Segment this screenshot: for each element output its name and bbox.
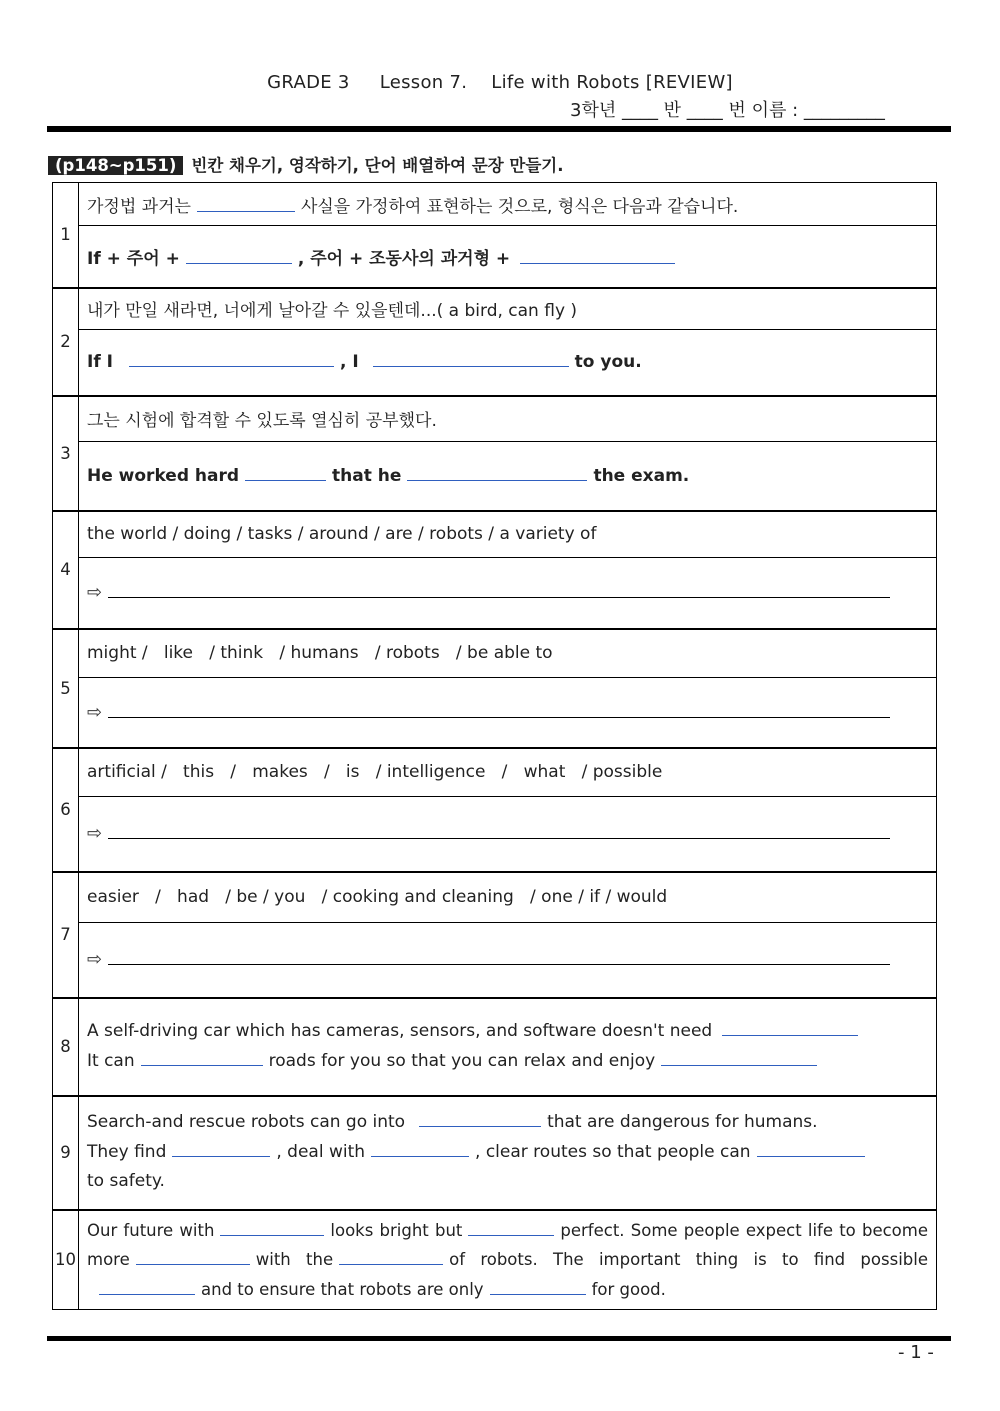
answer-text: He worked hard [87, 465, 240, 486]
question-number: 2 [53, 288, 79, 396]
lesson-label: Lesson 7. [379, 72, 468, 93]
grade-label: GRADE 3 [267, 72, 350, 93]
answer-row [79, 330, 937, 396]
blank-field[interactable] [490, 1280, 586, 1295]
answer-text: If I [87, 352, 113, 373]
answer-text: that he [332, 465, 402, 486]
question-prompt: 그는 시험에 합격할 수 있도록 열심히 공부했다. [79, 396, 937, 442]
answer-text: , 주어 + 조동사의 과거형 + [297, 248, 511, 269]
answer-row [79, 558, 937, 629]
question-paragraph [79, 1096, 937, 1210]
paragraph-text: Our future with [87, 1220, 215, 1240]
blank-field[interactable] [468, 1221, 554, 1236]
question-paragraph [79, 998, 937, 1096]
answer-text: If + 주어 + [87, 248, 180, 269]
word-bank: the world / doing / tasks / around / are / robots / a variety of [79, 511, 937, 558]
prompt-text: 가정법 과거는 [87, 196, 191, 217]
question-number: 3 [53, 396, 79, 511]
question-number: 4 [53, 511, 79, 629]
blank-field[interactable] [245, 466, 326, 481]
question-prompt [79, 183, 937, 226]
blank-field[interactable] [186, 249, 292, 264]
section-heading [48, 152, 563, 176]
answer-text: to you. [574, 352, 642, 373]
paragraph-text: roads for you so that you can relax and enjoy [268, 1050, 656, 1071]
blank-field[interactable] [661, 1051, 817, 1066]
paragraph-text: for good. [591, 1279, 666, 1299]
paragraph-text: and to ensure that robots are only [201, 1279, 484, 1299]
answer-line[interactable] [108, 703, 890, 718]
blank-field[interactable] [371, 1142, 469, 1157]
blank-field[interactable] [197, 197, 295, 212]
answer-text: , I [339, 352, 359, 373]
paragraph-text: to safety. [87, 1171, 165, 1192]
paragraph-text: that are dangerous for humans. [547, 1112, 818, 1133]
blank-field[interactable] [220, 1221, 324, 1236]
blank-field[interactable] [419, 1112, 541, 1127]
question-paragraph [79, 1210, 937, 1310]
footer-divider [47, 1336, 951, 1341]
worksheet-header [0, 72, 1000, 93]
answer-line[interactable] [108, 583, 890, 598]
paragraph-text: , deal with [276, 1141, 366, 1162]
question-number: 1 [53, 183, 79, 288]
question-number: 7 [53, 872, 79, 998]
answer-line[interactable] [108, 950, 890, 965]
blank-field[interactable] [136, 1250, 250, 1265]
question-table [52, 182, 937, 1310]
header-divider [47, 126, 951, 132]
paragraph-text: They find [87, 1141, 167, 1162]
paragraph-text: Search-and rescue robots can go into [87, 1112, 406, 1133]
prompt-text: 사실을 가정하여 표현하는 것으로, 형식은 다음과 같습니다. [300, 196, 739, 217]
blank-field[interactable] [172, 1142, 270, 1157]
answer-line[interactable] [108, 824, 890, 839]
question-prompt: 내가 만일 새라면, 너에게 날아갈 수 있을텐데...( a bird, can fly ) [79, 288, 937, 330]
question-number: 8 [53, 998, 79, 1096]
answer-row [79, 442, 937, 511]
arrow-icon: ⇨ [87, 582, 103, 604]
arrow-icon: ⇨ [87, 949, 103, 971]
answer-text: the exam. [593, 465, 690, 486]
answer-row [79, 226, 937, 288]
question-number: 10 [53, 1210, 79, 1310]
lesson-title: Life with Robots [REVIEW] [491, 72, 733, 93]
paragraph-text: perfect. Some people expect life to become more [87, 1220, 928, 1269]
answer-row [79, 923, 937, 998]
word-bank: easier / had / be / you / cooking and cleaning / one / if / would [79, 872, 937, 923]
paragraph-text: looks bright but [330, 1220, 463, 1240]
arrow-icon: ⇨ [87, 823, 103, 845]
paragraph-text: of robots. The important thing is to find possible [449, 1250, 928, 1269]
question-number: 5 [53, 629, 79, 748]
blank-field[interactable] [373, 352, 569, 367]
page-range-tag: (p148~p151) [48, 156, 183, 175]
blank-field[interactable] [129, 352, 334, 367]
question-number: 9 [53, 1096, 79, 1210]
paragraph-text: , clear routes so that people can [475, 1141, 751, 1162]
answer-row [79, 797, 937, 872]
blank-field[interactable] [757, 1142, 865, 1157]
answer-row [79, 678, 937, 748]
blank-field[interactable] [99, 1280, 195, 1295]
arrow-icon: ⇨ [87, 701, 103, 723]
paragraph-text: A self-driving car which has cameras, sensors, and software doesn't need [87, 1021, 713, 1041]
word-bank: might / like / think / humans / robots / be able to [79, 629, 937, 678]
blank-field[interactable] [722, 1021, 858, 1036]
blank-field[interactable] [339, 1250, 443, 1265]
section-title: 빈칸 채우기, 영작하기, 단어 배열하여 문장 만들기. [191, 156, 564, 175]
question-number: 6 [53, 748, 79, 872]
blank-field[interactable] [141, 1051, 263, 1066]
student-info-line: 3학년 ____ 반 ____ 번 이름 : _________ [570, 100, 885, 121]
page-number: - 1 - [898, 1342, 934, 1363]
blank-field[interactable] [407, 466, 587, 481]
blank-field[interactable] [520, 249, 675, 264]
word-bank: artificial / this / makes / is / intelligence / what / possible [79, 748, 937, 797]
paragraph-text: with the [255, 1250, 334, 1269]
paragraph-text: It can [87, 1050, 135, 1071]
